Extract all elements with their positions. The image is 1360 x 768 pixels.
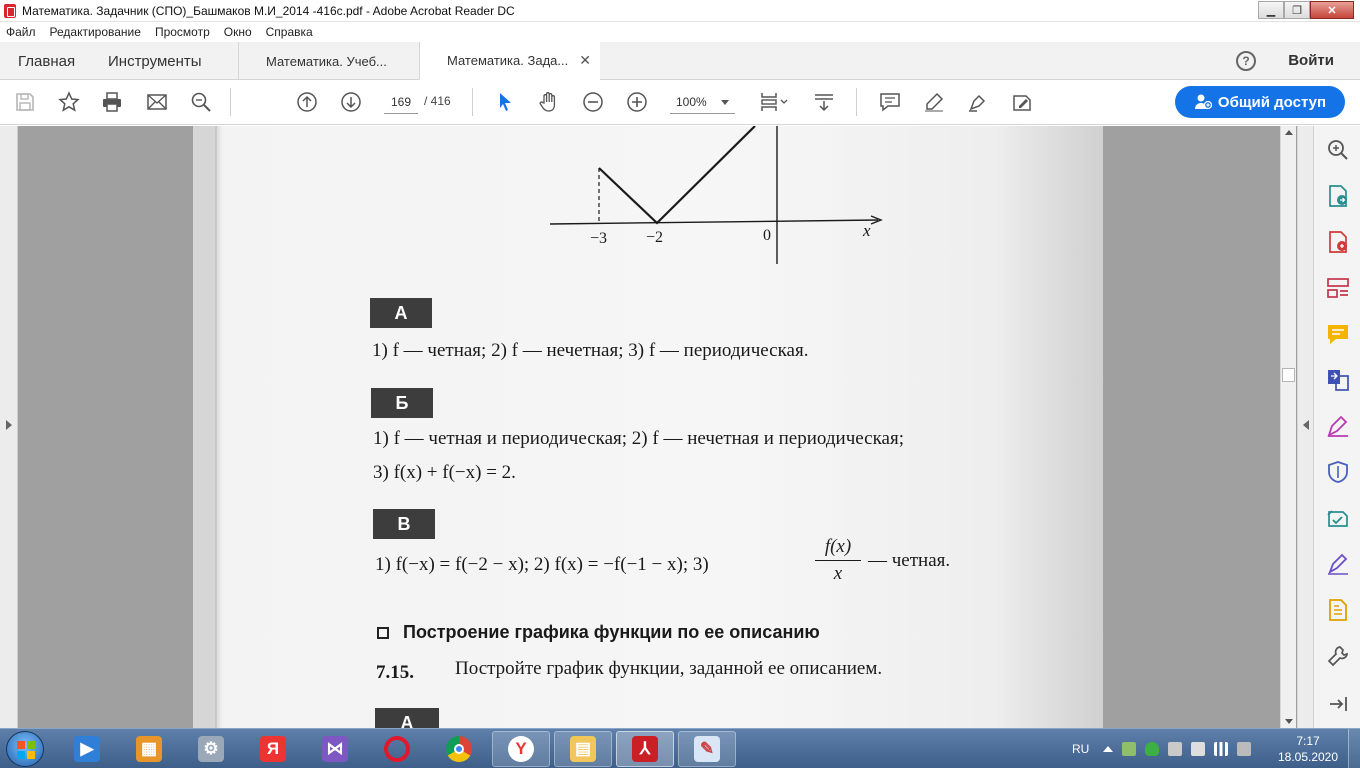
- language-indicator[interactable]: RU: [1072, 742, 1090, 756]
- network-tray-icon[interactable]: [1122, 742, 1136, 756]
- speaker-icon[interactable]: [1237, 742, 1251, 756]
- chevron-down-icon: [721, 100, 729, 105]
- page-number-input[interactable]: 169: [384, 90, 418, 114]
- acrobat-icon: ⅄: [632, 736, 658, 762]
- fraction: [815, 536, 861, 585]
- close-window-button[interactable]: ✕: [1310, 1, 1354, 19]
- system-clock[interactable]: [1270, 733, 1346, 765]
- scroll-mode-icon[interactable]: [811, 90, 837, 114]
- tab-home[interactable]: Главная: [18, 52, 76, 70]
- device-tray-icon[interactable]: [1191, 742, 1205, 756]
- help-icon[interactable]: ?: [1236, 51, 1256, 71]
- fraction-denominator: x: [833, 563, 843, 584]
- zoom-out-icon[interactable]: [580, 90, 606, 114]
- tools-pane: [1313, 126, 1360, 728]
- section-heading: [377, 622, 820, 643]
- function-graph: [533, 126, 893, 286]
- request-signature-icon[interactable]: [1326, 552, 1350, 576]
- tab-bar: [0, 42, 1360, 80]
- right-panel-toggle[interactable]: [1297, 126, 1313, 728]
- organize-pages-icon[interactable]: [1326, 276, 1350, 300]
- select-cursor-icon[interactable]: [492, 90, 518, 114]
- email-icon[interactable]: [144, 90, 170, 114]
- tab-document-1[interactable]: [238, 42, 420, 80]
- combine-files-icon[interactable]: [1326, 368, 1350, 392]
- section-badge-b: Б: [371, 388, 433, 418]
- system-tray: [1072, 729, 1260, 768]
- taskbar-media-player[interactable]: [58, 731, 116, 767]
- clock-time: 7:17: [1296, 734, 1320, 748]
- page-layout-icon[interactable]: [757, 90, 791, 114]
- checkbox-square-icon: [377, 627, 389, 639]
- section-b-line-2: 3) f(x) + f(−x) = 2.: [373, 462, 516, 483]
- taskbar-explorer[interactable]: [554, 731, 612, 767]
- x-axis-label: x: [863, 221, 871, 240]
- send-for-review-icon[interactable]: [1326, 506, 1350, 530]
- tray-expand-icon[interactable]: [1103, 746, 1113, 752]
- section-heading-text: Построение графика функции по ее описанию: [403, 622, 820, 642]
- vertical-scrollbar[interactable]: [1280, 126, 1296, 728]
- taskbar-file-manager[interactable]: [120, 731, 178, 767]
- window-controls: [1258, 1, 1354, 19]
- menu-file[interactable]: Файл: [6, 25, 36, 39]
- menu-window[interactable]: Окно: [223, 25, 252, 39]
- main-toolbar: [0, 80, 1360, 125]
- task-text: Постройте график функции, заданной ее описанием.: [455, 658, 883, 679]
- fill-sign-icon[interactable]: [1009, 90, 1035, 114]
- comment-icon[interactable]: [877, 90, 903, 114]
- tab-document-2-label: Математика. Зада...: [447, 53, 569, 68]
- section-a-text: 1) f — четная; 2) f — нечетная; 3) f — периодическая.: [372, 340, 809, 361]
- menu-help[interactable]: Справка: [265, 25, 313, 39]
- tick-label-zero: 0: [763, 227, 771, 244]
- print-icon[interactable]: [99, 90, 125, 114]
- show-desktop-button[interactable]: [1348, 729, 1360, 768]
- media-player-icon: ▶: [74, 736, 100, 762]
- yandex-browser-icon: Я: [260, 736, 286, 762]
- menu-view[interactable]: Просмотр: [154, 25, 210, 39]
- zoom-level-value: 100%: [676, 95, 707, 109]
- protect-shield-icon[interactable]: [1326, 460, 1350, 484]
- tab-tools[interactable]: Инструменты: [108, 52, 202, 70]
- yandex-icon: Y: [508, 736, 534, 762]
- highlight-pen-icon[interactable]: [921, 90, 947, 114]
- collapse-pane-icon[interactable]: [1326, 692, 1350, 716]
- add-user-icon: [1194, 93, 1212, 111]
- section-v-text: 1) f(−x) = f(−2 − x); 2) f(x) = −f(−1 − x); 3): [375, 554, 709, 575]
- minimize-button[interactable]: ▁: [1258, 1, 1284, 19]
- taskbar-chrome[interactable]: [430, 731, 488, 767]
- toolbar-separator: [472, 88, 473, 116]
- scroll-thumb[interactable]: [1282, 368, 1295, 382]
- tick-label-minus-3: −3: [590, 230, 608, 247]
- page-total: / 416: [424, 94, 451, 108]
- tab-document-2[interactable]: [419, 42, 600, 80]
- sign-pen-icon[interactable]: [965, 90, 991, 114]
- tab-document-1-label: Математика. Учеб...: [266, 53, 387, 69]
- share-button[interactable]: [1175, 86, 1345, 118]
- bookmark-star-icon[interactable]: [56, 90, 82, 114]
- fill-and-sign-icon[interactable]: [1326, 414, 1350, 438]
- save-icon[interactable]: [12, 90, 38, 114]
- menu-bar: [0, 22, 1360, 42]
- chevron-right-icon: [6, 420, 12, 430]
- left-panel-toggle[interactable]: [0, 126, 18, 728]
- taskbar-opera[interactable]: [368, 731, 426, 767]
- previous-page-icon[interactable]: [294, 90, 320, 114]
- taskbar-visual-studio[interactable]: [306, 731, 364, 767]
- paint-palette-icon: ✎: [694, 736, 720, 762]
- chrome-icon: [446, 736, 472, 762]
- edit-document-icon[interactable]: [1326, 598, 1350, 622]
- hand-tool-icon[interactable]: [536, 90, 562, 114]
- function-curve: [599, 126, 755, 223]
- add-comment-icon[interactable]: [1326, 322, 1350, 346]
- security-shield-icon[interactable]: [1145, 742, 1159, 756]
- export-pdf-icon[interactable]: [1326, 184, 1350, 208]
- taskbar-acrobat[interactable]: [616, 731, 674, 767]
- scroll-down-icon[interactable]: [1285, 719, 1293, 724]
- opera-icon: [384, 736, 410, 762]
- signal-bars-icon[interactable]: [1214, 742, 1228, 756]
- next-page-icon[interactable]: [338, 90, 364, 114]
- section-badge-a: А: [370, 298, 432, 328]
- pdf-page: [193, 126, 1103, 728]
- system-tool-icon: ⚙: [198, 736, 224, 762]
- scroll-up-icon[interactable]: [1285, 130, 1293, 135]
- fraction-numerator: f(x): [824, 536, 852, 557]
- menu-edit[interactable]: Редактирование: [49, 25, 141, 39]
- start-button[interactable]: [6, 731, 44, 767]
- section-badge-v: В: [373, 509, 435, 539]
- document-viewport[interactable]: [0, 126, 1313, 728]
- section-v-suffix: — четная.: [868, 550, 951, 571]
- section-b-line-1: 1) f — четная и периодическая; 2) f — нечетная и периодическая;: [373, 428, 904, 449]
- file-manager-icon: ▦: [136, 736, 162, 762]
- toolbar-separator: [856, 88, 857, 116]
- volume-muted-icon[interactable]: [1168, 742, 1182, 756]
- toolbar-separator: [230, 88, 231, 116]
- more-tools-icon[interactable]: [1326, 644, 1350, 668]
- task-number: 7.15.: [376, 662, 414, 683]
- window-title: Математика. Задачник (СПО)_Башмаков М.И_2014 -416c.pdf - Adobe Acrobat Reader DC: [22, 3, 515, 18]
- taskbar: [0, 728, 1360, 768]
- zoom-in-icon[interactable]: [624, 90, 650, 114]
- visual-studio-icon: ⋈: [322, 736, 348, 762]
- next-section-badge: А: [375, 708, 439, 728]
- title-bar: [0, 0, 1360, 22]
- taskbar-yandex[interactable]: [492, 731, 550, 767]
- chevron-left-icon: [1303, 420, 1309, 430]
- folder-icon: ▤: [570, 736, 596, 762]
- tab-close-icon[interactable]: ✕: [579, 52, 591, 68]
- zoom-level-select[interactable]: [670, 90, 735, 114]
- taskbar-yandex-browser[interactable]: [244, 731, 302, 767]
- tick-label-minus-2: −2: [646, 229, 664, 246]
- taskbar-paint[interactable]: [678, 731, 736, 767]
- share-button-label: Общий доступ: [1217, 93, 1327, 111]
- clock-date: 18.05.2020: [1277, 750, 1339, 764]
- acrobat-app-icon: [4, 4, 16, 18]
- search-zoom-icon[interactable]: [188, 90, 214, 114]
- zoom-search-icon[interactable]: [1326, 138, 1350, 162]
- taskbar-system-tool[interactable]: [182, 731, 240, 767]
- signin-button[interactable]: Войти: [1288, 52, 1334, 69]
- maximize-button[interactable]: ❐: [1284, 1, 1310, 19]
- create-pdf-icon[interactable]: [1326, 230, 1350, 254]
